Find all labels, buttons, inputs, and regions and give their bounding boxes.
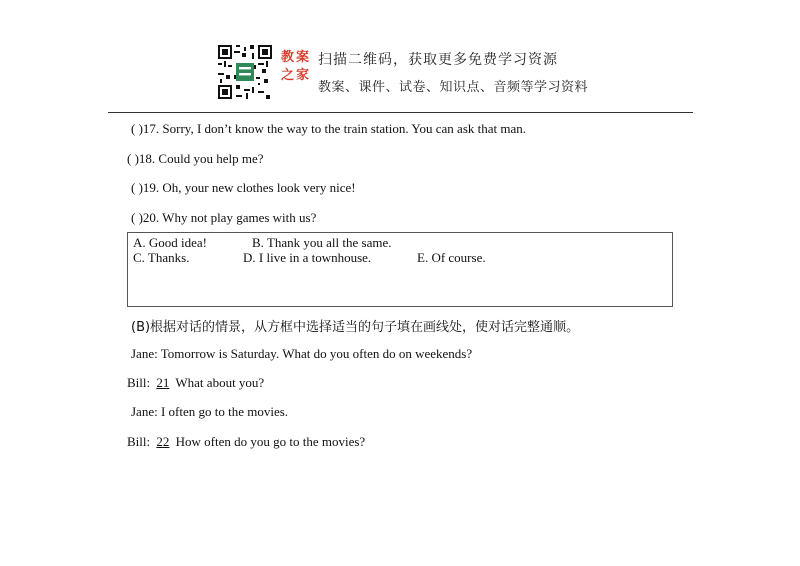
question-19	[131, 180, 356, 196]
option-b: B. Thank you all the same.	[252, 235, 392, 250]
page-header	[0, 0, 800, 112]
answer-blank-21: 21	[156, 375, 170, 390]
speaker-name: Bill:	[127, 375, 151, 390]
dialogue-text: I often go to the movies.	[160, 404, 289, 419]
site-logo	[278, 50, 314, 94]
question-20	[131, 210, 316, 226]
answer-blank-22: 22	[156, 434, 170, 449]
speaker-name: Jane:	[131, 404, 158, 419]
question-17	[131, 121, 526, 137]
dialogue-line-1	[131, 346, 472, 362]
speaker-name: Jane:	[131, 346, 158, 361]
option-e: E. Of course.	[417, 250, 486, 265]
dialogue-line-4	[127, 434, 365, 450]
question-text: 19. Oh, your new clothes look very nice!	[142, 180, 356, 195]
question-text: 20. Why not play games with us?	[142, 210, 317, 225]
section-b-instructions: (B)根据对话的情景，从方框中选择适当的句子填在画线处，使对话完整通顺。	[131, 320, 580, 335]
header-promo-line2: 教案、课件、试卷、知识点、音频等学习资料	[318, 80, 589, 95]
answer-paren: ( )	[127, 151, 139, 166]
header-divider	[108, 112, 693, 113]
dialogue-text: What about you?	[175, 375, 265, 390]
header-promo-line1: 扫描二维码，获取更多免费学习资源	[318, 52, 558, 68]
logo-text-bottom: 之家	[280, 68, 311, 83]
qr-code-icon	[218, 45, 272, 99]
option-c: C. Thanks.	[133, 250, 190, 265]
options-box	[127, 232, 673, 307]
option-a: A. Good idea!	[133, 235, 208, 250]
dialogue-line-2	[127, 375, 264, 391]
dialogue-line-3	[131, 404, 288, 420]
answer-paren: ( )	[131, 210, 143, 225]
answer-paren: ( )	[131, 121, 143, 136]
option-d: D. I live in a townhouse.	[243, 250, 372, 265]
question-18	[127, 151, 264, 167]
logo-text-top: 教案	[280, 50, 311, 65]
dialogue-text: Tomorrow is Saturday. What do you often do on weekends?	[160, 346, 473, 361]
question-text: 18. Could you help me?	[138, 151, 264, 166]
answer-paren: ( )	[131, 180, 143, 195]
question-text: 17. Sorry, I don’t know the way to the train station. You can ask that man.	[142, 121, 527, 136]
speaker-name: Bill:	[127, 434, 151, 449]
dialogue-text: How often do you go to the movies?	[175, 434, 366, 449]
